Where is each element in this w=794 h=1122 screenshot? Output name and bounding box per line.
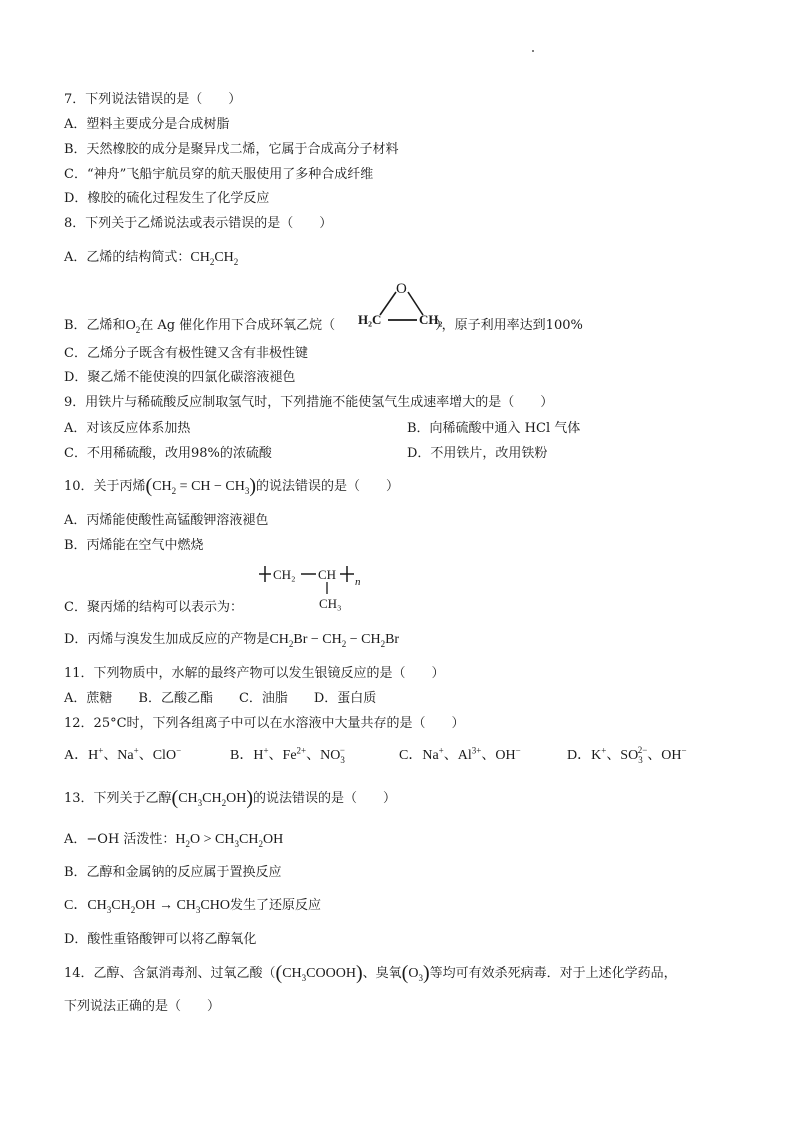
q14-line-1-post: 等均可有效杀死病毒．对于上述化学药品， — [429, 966, 677, 981]
q10-stem — [64, 477, 399, 496]
q9-option-c-text: C．不用稀硫酸，改用98%的浓硫酸 — [64, 446, 272, 461]
q8-option-b-post: ），原子利用率达到100% — [435, 318, 583, 333]
q7-option-a: A．塑料主要成分是合成树脂 — [64, 117, 230, 132]
q14-line-1 — [64, 964, 677, 983]
q9-option-b: B．向稀硫酸中通入 HCl 气体 — [407, 421, 581, 436]
q11-options: A．蔗糖 B．乙酸乙酯 C．油脂 D．蛋白质 — [64, 691, 377, 706]
q12-option-d: D．K+、$SO_3^{2-}$、OH− — [567, 745, 687, 765]
q7-option-d: D．橡胶的硫化过程发生了化学反应 — [64, 191, 270, 206]
oxygen-formula: $O_2$ — [125, 318, 141, 335]
q12-stem: 12．25°C时，下列各组离子中可以在水溶液中大量共存的是（ ） — [64, 716, 465, 731]
q13-stem-pre: 13．下列关于乙醇 — [64, 791, 172, 806]
q13-option-b: B．乙醇和金属钠的反应属于置换反应 — [64, 865, 282, 880]
q13-stem-post: 的说法错误的是（ ） — [253, 791, 397, 806]
q10-stem-post: 的说法错误的是（ ） — [256, 479, 400, 494]
svg-text:O: O — [396, 281, 407, 297]
q11-stem: 11．下列物质中，水解的最终产物可以发生银镜反应的是（ ） — [64, 666, 445, 681]
q13-stem — [64, 789, 396, 808]
q7-option-c: C．“神舟”飞船宇航员穿的航天服使用了多种合成纤维 — [64, 167, 374, 182]
q10-option-a: A．丙烯能使酸性高锰酸钾溶液褪色 — [64, 513, 269, 528]
q8-option-a — [64, 249, 238, 267]
dibromopropane-formula: $CH_2Br - CH_2 - CH_2Br$ — [269, 632, 400, 649]
svg-text:CH₃: CH₃ — [319, 596, 342, 611]
q8-option-d: D．聚乙烯不能使溴的四氯化碳溶液褪色 — [64, 370, 296, 385]
svg-text:CH₂: CH₂ — [273, 567, 296, 582]
ethylene-formula: $CH_2CH_2$ — [190, 250, 239, 267]
q12-options — [64, 745, 687, 765]
q8-option-c: C．乙烯分子既含有极性键又含有非极性键 — [64, 346, 308, 361]
q10-option-b: B．丙烯能在空气中燃烧 — [64, 538, 204, 553]
q9-option-d: D．不用铁片，改用铁粉 — [407, 446, 548, 461]
svg-text:CH: CH — [318, 567, 337, 582]
q9-stem: 9．用铁片与稀硫酸反应制取氢气时，下列措施不能使氢气生成速率增大的是（ ） — [64, 395, 554, 410]
page-mark — [532, 50, 534, 52]
q13-option-c — [64, 897, 321, 915]
peracetic-acid-formula: $(CH_3COOOH)$ — [275, 962, 363, 984]
q7-stem: 7．下列说法错误的是（ ） — [64, 92, 242, 107]
q14-line-1-pre: 14．乙醇、含氯消毒剂、过氧乙酸（ — [64, 966, 276, 981]
q8-option-a-text: A．乙烯的结构简式： — [64, 250, 191, 265]
svg-text:CH₂: CH₂ — [419, 312, 443, 327]
ethanol-formula: $(CH_3CH_2OH)$ — [171, 787, 254, 809]
q10-option-d — [64, 631, 399, 649]
q13-option-a — [64, 831, 283, 849]
q8-stem: 8．下列关于乙烯说法或表示错误的是（ ） — [64, 216, 333, 231]
q12-option-a: A．H+、Na+、ClO− — [64, 745, 182, 763]
svg-text:n: n — [355, 576, 361, 588]
q13-option-a-pre: A．−OH 活泼性： — [64, 832, 176, 847]
oxidation-equation: C．$CH_3CH_2OH \to CH_3CHO$ — [64, 898, 230, 915]
q9-option-a — [64, 420, 581, 438]
q8-option-b — [64, 317, 583, 335]
ozone-formula: $(O_3)$ — [401, 962, 430, 984]
q8-option-b-mid: 在 Ag 催化作用下合成环氧乙烷（ — [140, 318, 336, 333]
reactivity-comparison: $H_2O > CH_3CH_2OH$ — [175, 832, 284, 849]
q13-option-c-post: 发生了还原反应 — [229, 898, 321, 913]
svg-text:H₂C: H₂C — [358, 312, 382, 327]
q10-option-c: C．聚丙烯的结构可以表示为： — [64, 600, 243, 615]
q13-option-d: D．酸性重铬酸钾可以将乙醇氧化 — [64, 932, 257, 947]
q8-option-b-pre: B．乙烯和 — [64, 318, 126, 333]
q9-option-a-text: A．对该反应体系加热 — [64, 421, 191, 436]
q14-line-1-mid: 、臭氧 — [362, 966, 402, 981]
q12-option-c: C．Na+、$Al^{3+}$、OH− — [399, 745, 521, 763]
q12-option-b: B．H+、$Fe^{2+}$、$NO_3^-$ — [230, 745, 345, 765]
propene-formula: ($CH_2$ = CH − $CH_3$) — [145, 475, 257, 497]
q9-option-c — [64, 445, 548, 463]
q10-stem-pre: 10．关于丙烯 — [64, 479, 146, 494]
q10-option-d-pre: D．丙烯与溴发生加成反应的产物是 — [64, 632, 270, 647]
q14-line-2: 下列说法正确的是（ ） — [64, 999, 221, 1014]
q7-option-b: B．天然橡胶的成分是聚异戊二烯，它属于合成高分子材料 — [64, 142, 399, 157]
polypropylene-structure — [254, 560, 379, 616]
